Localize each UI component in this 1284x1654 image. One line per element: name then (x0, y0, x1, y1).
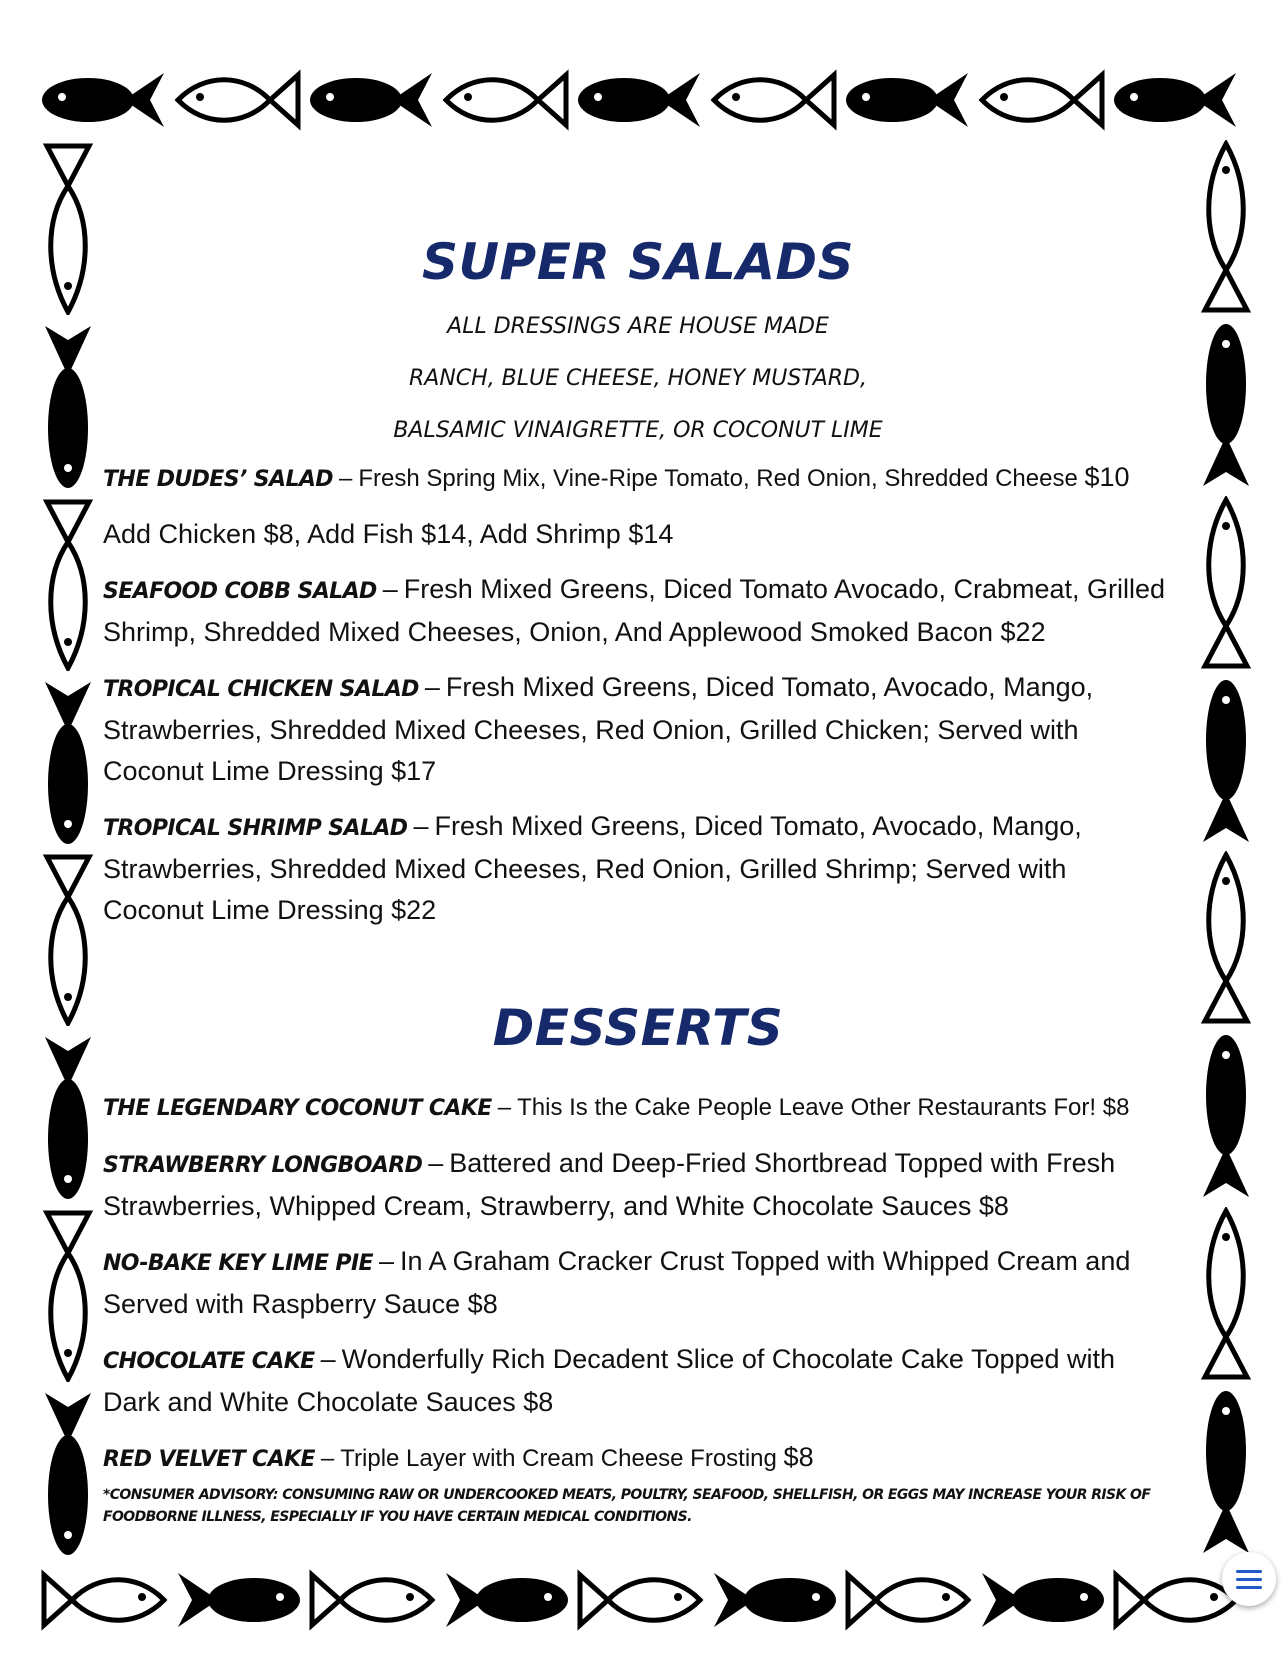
fish-solid-icon (41, 1029, 95, 1204)
salad-addons: Add Chicken $8, Add Fish $14, Add Shrimp $14 (103, 519, 674, 549)
item-name: THE DUDES’ SALAD (103, 467, 333, 492)
fish-solid-icon (174, 1565, 302, 1635)
item-name: SEAFOOD COBB SALAD (103, 579, 377, 604)
fish-solid-icon (41, 674, 95, 849)
item-name: RED VELVET CAKE (103, 1447, 315, 1472)
item-description: In A Graham Cracker Crust Topped with Whipped Cream and Served with Raspberry Sauce $8 (103, 1246, 1131, 1319)
fish-outline-icon (978, 65, 1106, 135)
fish-solid-icon (41, 318, 95, 493)
item-separator: – (382, 574, 398, 604)
fish-outline-icon (710, 65, 838, 135)
item-description: Fresh Mixed Greens, Diced Tomato Avocado, Crabmeat, Grilled Shrimp, Shredded Mixed Cheeses, Onion, And Applewood Smoked Bacon $22 (103, 574, 1166, 647)
fish-solid-icon (844, 65, 972, 135)
fish-outline-icon (1199, 1207, 1253, 1382)
item-description: Fresh Mixed Greens, Diced Tomato, Avocado, Mango, Strawberries, Shredded Mixed Cheeses, Red Onion, Grilled Shrimp; Served with Coconut Lime Dressing $22 (103, 811, 1082, 925)
fish-solid-icon (978, 1565, 1106, 1635)
desserts-heading: DESSERTS (492, 999, 784, 1057)
item-separator: – (338, 465, 353, 492)
item-name: CHOCOLATE CAKE (103, 1349, 315, 1374)
item-price: $8 (783, 1442, 814, 1472)
menu-item (103, 667, 1173, 792)
dressing-line: ALL DRESSINGS ARE HOUSE MADE (447, 314, 829, 339)
dressing-notes (103, 301, 1173, 457)
fish-border-right (1196, 140, 1256, 1560)
item-separator: – (378, 1246, 395, 1276)
item-description: Triple Layer with Cream Cheese Frosting (340, 1445, 777, 1472)
fish-solid-icon (40, 65, 168, 135)
item-name: THE LEGENDARY COCONUT CAKE (103, 1096, 492, 1121)
item-description: Battered and Deep-Fried Shortbread Topped with Fresh Strawberries, Whipped Cream, Strawberry, and White Chocolate Sauces $8 (103, 1148, 1116, 1221)
dressing-line: RANCH, BLUE CHEESE, HONEY MUSTARD, (409, 366, 867, 391)
menu-item (103, 569, 1173, 653)
fish-solid-icon (41, 1385, 95, 1560)
item-separator: – (428, 1148, 444, 1178)
fish-outline-icon (174, 65, 302, 135)
hamburger-menu-icon[interactable] (1222, 1552, 1276, 1606)
fish-outline-icon (41, 1207, 95, 1382)
menu-item (103, 457, 1173, 500)
fish-outline-icon (1199, 851, 1253, 1026)
fish-outline-icon (41, 496, 95, 671)
menu-item (103, 1143, 1173, 1227)
item-separator: – (424, 672, 440, 702)
item-name: STRAWBERRY LONGBOARD (103, 1153, 423, 1178)
menu-item (103, 1339, 1173, 1423)
salads-heading: SUPER SALADS (421, 233, 855, 291)
fish-outline-icon (844, 1565, 972, 1635)
item-description: This Is the Cake People Leave Other Restaurants For! $8 (517, 1094, 1130, 1121)
item-description: Fresh Spring Mix, Vine-Ripe Tomato, Red Onion, Shredded Cheese (358, 465, 1078, 492)
fish-outline-icon (1112, 1565, 1240, 1635)
menu-bar (1236, 1570, 1262, 1573)
item-separator: – (320, 1445, 335, 1472)
item-name: NO-BAKE KEY LIME PIE (103, 1251, 373, 1276)
dressing-line: BALSAMIC VINAIGRETTE, OR COCONUT LIME (393, 418, 883, 443)
fish-border-left (38, 140, 98, 1560)
menu-bar (1236, 1578, 1262, 1581)
fish-outline-icon (576, 1565, 704, 1635)
fish-solid-icon (1199, 318, 1253, 493)
fish-outline-icon (308, 1565, 436, 1635)
menu-item (103, 806, 1173, 931)
menu-item (103, 1437, 1173, 1480)
fish-border-top (40, 60, 1240, 140)
fish-solid-icon (576, 65, 704, 135)
item-separator: – (497, 1094, 512, 1121)
fish-solid-icon (1199, 1029, 1253, 1204)
fish-solid-icon (1199, 674, 1253, 849)
fish-outline-icon (40, 1565, 168, 1635)
fish-solid-icon (1112, 65, 1240, 135)
fish-outline-icon (1199, 140, 1253, 315)
fish-solid-icon (308, 65, 436, 135)
item-separator: – (413, 811, 429, 841)
menu-bar (1236, 1586, 1262, 1589)
item-description: Fresh Mixed Greens, Diced Tomato, Avocado, Mango, Strawberries, Shredded Mixed Cheeses, Red Onion, Grilled Chicken; Served with Coconut Lime Dressing $17 (103, 672, 1094, 786)
menu-item (103, 1241, 1173, 1325)
item-name: TROPICAL CHICKEN SALAD (103, 677, 419, 702)
item-separator: – (320, 1344, 336, 1374)
fish-border-bottom (40, 1560, 1240, 1640)
item-description: Wonderfully Rich Decadent Slice of Chocolate Cake Topped with Dark and White Chocolate Sauces $8 (103, 1344, 1116, 1417)
item-price: $10 (1084, 462, 1130, 492)
fish-outline-icon (1199, 496, 1253, 671)
fish-outline-icon (41, 140, 95, 315)
fish-solid-icon (710, 1565, 838, 1635)
menu-item (103, 1087, 1173, 1129)
fish-solid-icon (1199, 1385, 1253, 1560)
fish-outline-icon (41, 851, 95, 1026)
fish-solid-icon (442, 1565, 570, 1635)
menu-content (103, 225, 1173, 1528)
item-name: TROPICAL SHRIMP SALAD (103, 816, 408, 841)
fish-outline-icon (442, 65, 570, 135)
consumer-advisory: *CONSUMER ADVISORY: CONSUMING RAW OR UNDERCOOKED MEATS, POULTRY, SEAFOOD, SHELLFISH, OR EGGS MAY INCREASE YOUR RISK OF FOODBORNE ILLNESS, ESPECIALLY IF YOU HAVE CERTAIN MEDICAL CONDITIONS. (103, 1487, 1151, 1525)
